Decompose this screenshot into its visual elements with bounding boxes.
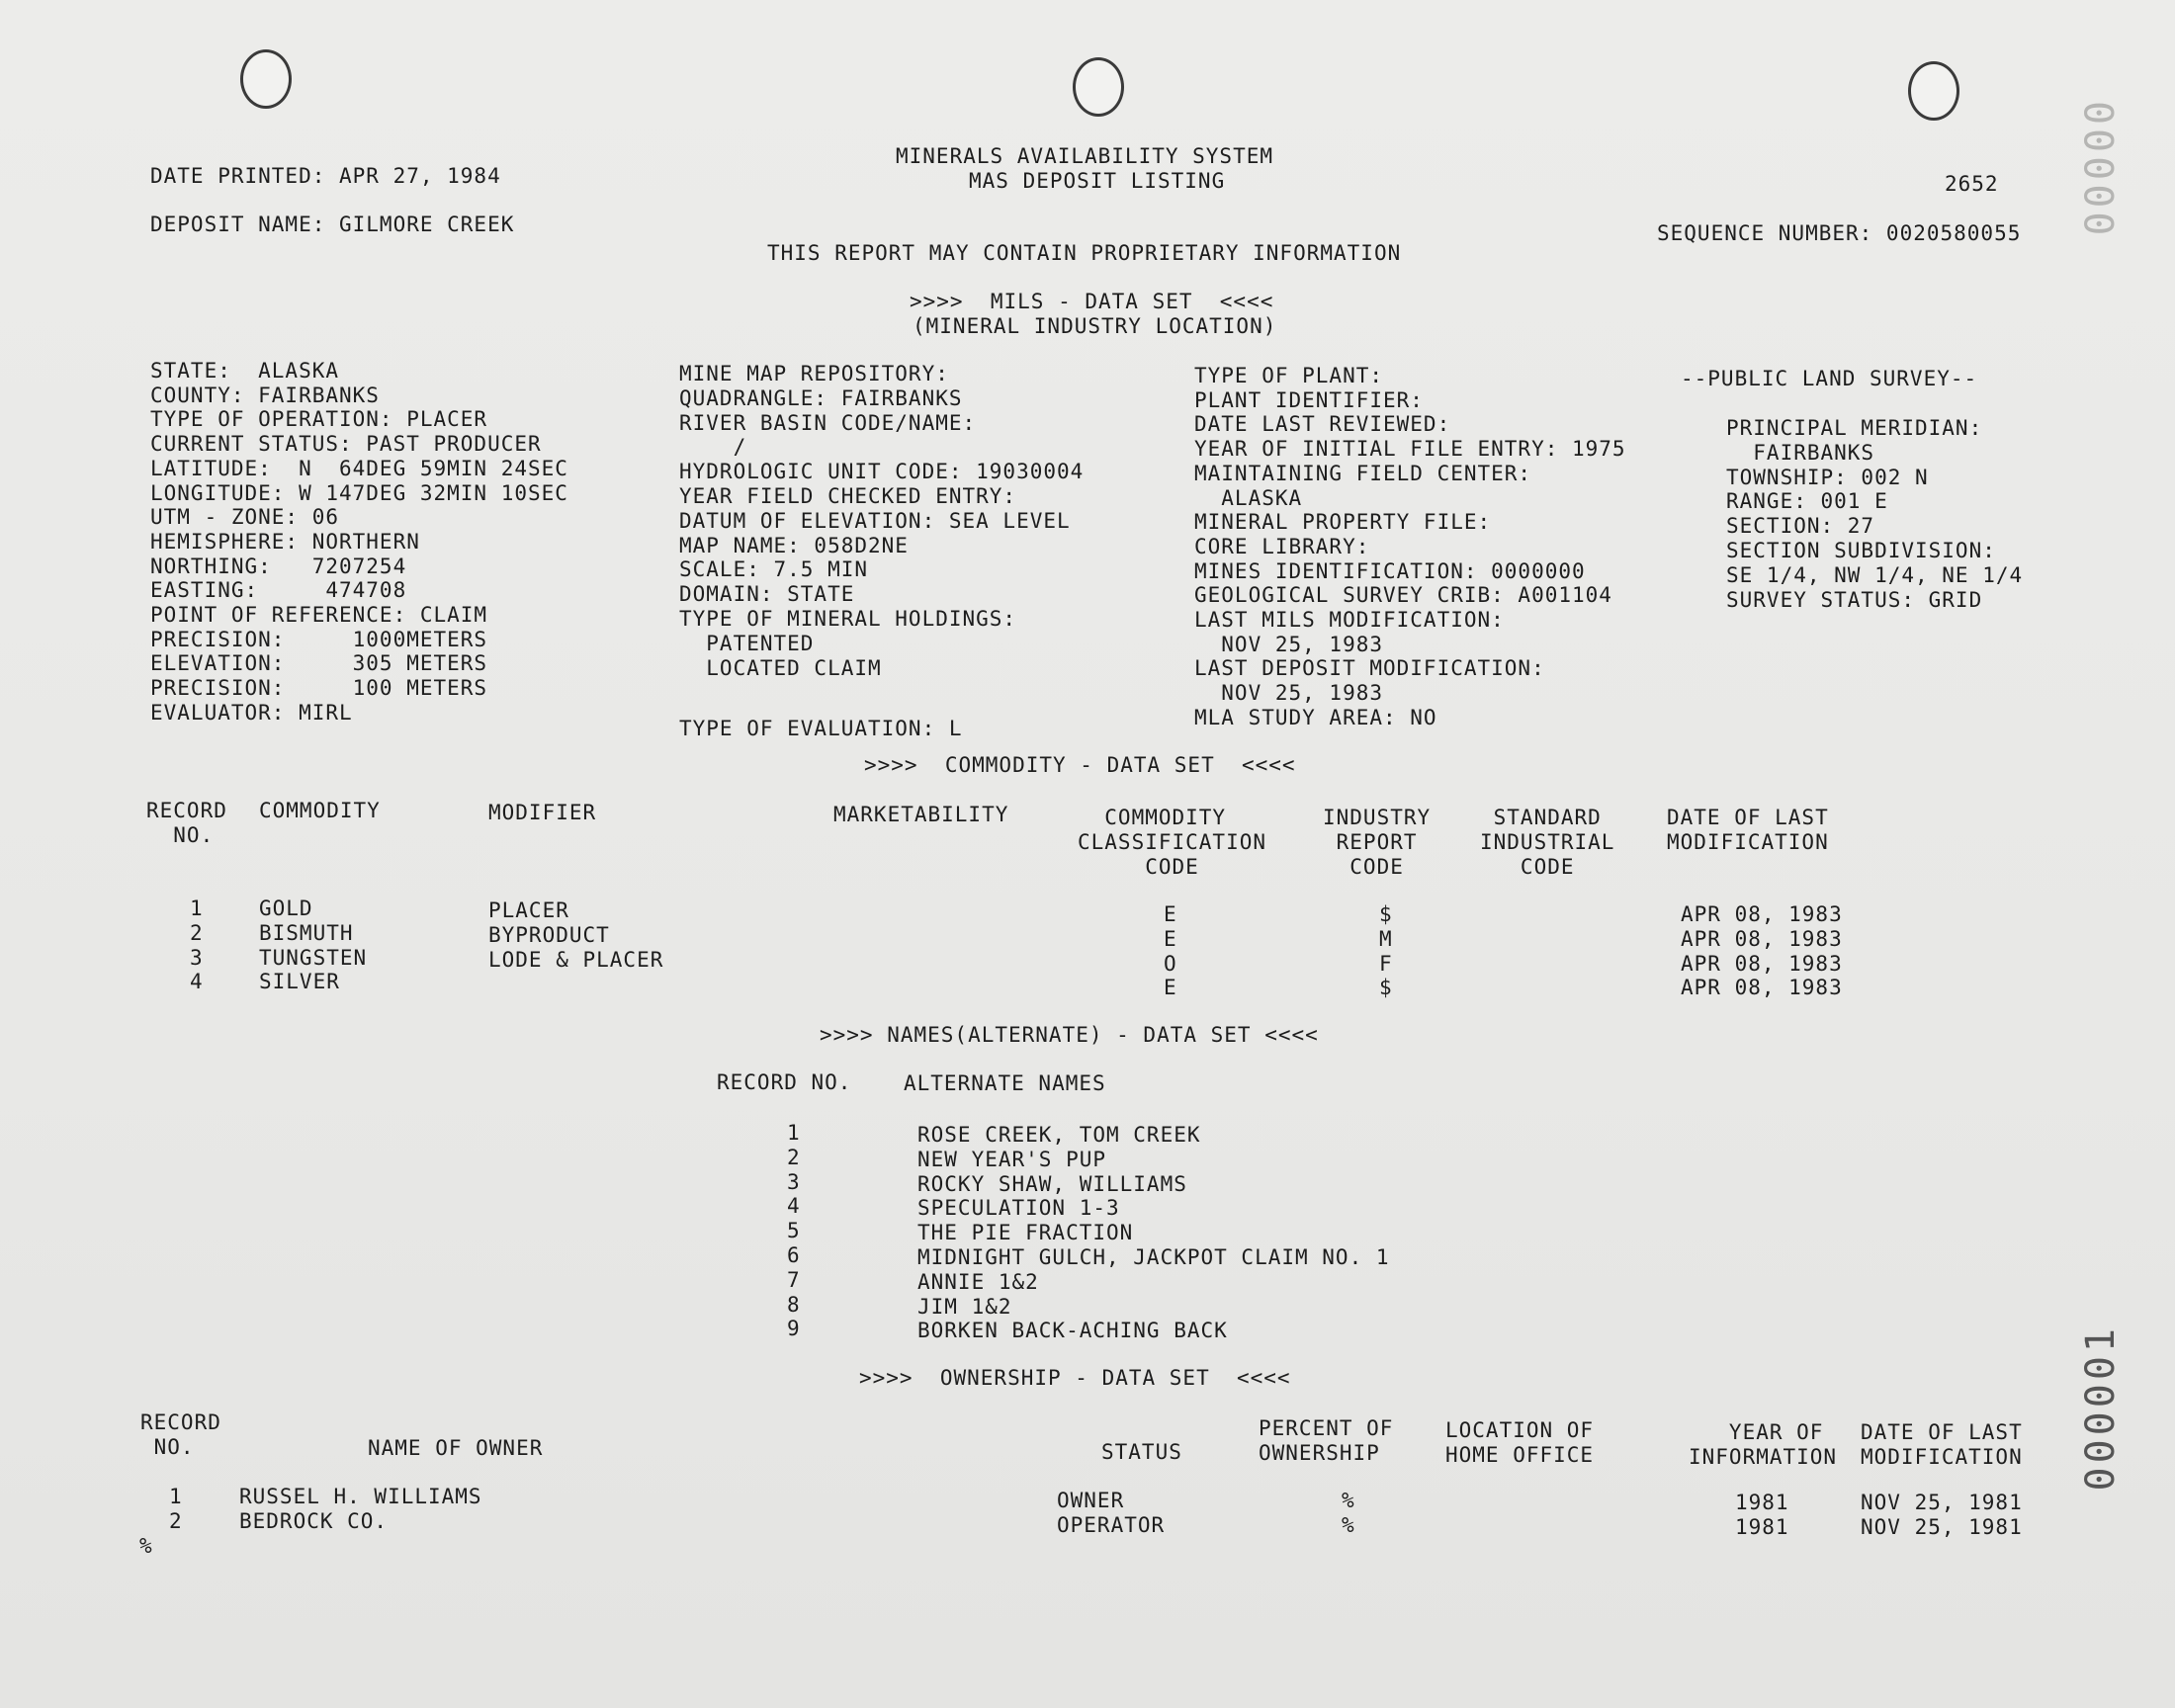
ownership-section-title: >>>> OWNERSHIP - DATA SET <<<< xyxy=(859,1366,1291,1390)
alternate-name-record-no: 5 xyxy=(787,1219,801,1243)
mils-field: ELEVATION: 305 METERS xyxy=(150,651,488,676)
commodity-date: APR 08, 1983 xyxy=(1681,976,1843,1000)
mils-field: DATUM OF ELEVATION: SEA LEVEL xyxy=(679,508,1071,533)
names-header-alternate: ALTERNATE NAMES xyxy=(904,1071,1106,1095)
punch-hole-left xyxy=(240,49,292,109)
mils-field: COUNTY: FAIRBANKS xyxy=(150,383,380,407)
mils-field: HYDROLOGIC UNIT CODE: 19030004 xyxy=(679,460,1085,484)
ownership-header-name: NAME OF OWNER xyxy=(368,1436,544,1460)
mils-section-subtitle: (MINERAL INDUSTRY LOCATION) xyxy=(913,314,1277,338)
mils-field: TYPE OF PLANT: xyxy=(1194,364,1384,387)
commodity-record-no: 1 xyxy=(190,897,204,920)
mils-field: ALASKA xyxy=(1194,485,1303,510)
commodity-record-no: 2 xyxy=(190,920,204,945)
owner-record-no: 1 xyxy=(169,1485,183,1508)
owner-percent: % xyxy=(1342,1512,1355,1537)
owner-percent: % xyxy=(1342,1489,1355,1512)
owner-name: RUSSEL H. WILLIAMS xyxy=(239,1485,482,1508)
commodity-header-industry: INDUSTRY REPORT CODE xyxy=(1323,806,1432,879)
commodity-modifier: LODE & PLACER xyxy=(488,947,664,972)
mils-field: TYPE OF EVALUATION: L xyxy=(679,717,963,741)
commodity-date: APR 08, 1983 xyxy=(1681,951,1843,976)
system-title: MINERALS AVAILABILITY SYSTEM xyxy=(896,144,1274,168)
mils-field: YEAR FIELD CHECKED ENTRY: xyxy=(679,484,1017,508)
land-survey-field: SE 1/4, NW 1/4, NE 1/4 xyxy=(1726,562,2024,587)
mils-field: NOV 25, 1983 xyxy=(1194,632,1384,656)
mils-field: EVALUATOR: MIRL xyxy=(150,700,353,725)
commodity-class-code: O xyxy=(1164,951,1177,976)
mils-field: HEMISPHERE: NORTHERN xyxy=(150,529,420,554)
mils-field: LAST DEPOSIT MODIFICATION: xyxy=(1194,656,1545,681)
mils-section-title: >>>> MILS - DATA SET <<<< xyxy=(910,290,1274,313)
ownership-header-record: RECORD NO. xyxy=(140,1410,221,1459)
commodity-header-record: RECORD NO. xyxy=(146,799,227,847)
commodity-industry-code: $ xyxy=(1379,976,1393,1000)
ownership-header-location: LOCATION OF HOME OFFICE xyxy=(1445,1418,1595,1467)
commodity-record-no: 4 xyxy=(190,970,204,994)
mils-field: LATITUDE: N 64DEG 59MIN 24SEC xyxy=(150,456,568,480)
mils-field: YEAR OF INITIAL FILE ENTRY: 1975 xyxy=(1194,437,1626,462)
mils-field: MINE MAP REPOSITORY: xyxy=(679,362,949,385)
commodity-header-modifier: MODIFIER xyxy=(488,801,597,824)
alternate-name: ROCKY SHAW, WILLIAMS xyxy=(917,1171,1187,1196)
sequence-number: SEQUENCE NUMBER: 0020580055 xyxy=(1657,221,2022,245)
alternate-name: SPECULATION 1-3 xyxy=(917,1196,1120,1221)
ownership-footer-mark: % xyxy=(139,1534,153,1558)
ownership-header-percent: PERCENT OF OWNERSHIP xyxy=(1259,1416,1394,1465)
alternate-name: ANNIE 1&2 xyxy=(917,1269,1039,1294)
mils-field: TYPE OF OPERATION: PLACER xyxy=(150,407,488,432)
proprietary-notice: THIS REPORT MAY CONTAIN PROPRIETARY INFORMATION xyxy=(767,241,1402,265)
mils-field: LONGITUDE: W 147DEG 32MIN 10SEC xyxy=(150,480,568,505)
commodity-industry-code: $ xyxy=(1379,902,1393,926)
mils-field: GEOLOGICAL SURVEY CRIB: A001104 xyxy=(1194,583,1612,608)
ownership-header-date: DATE OF LAST MODIFICATION xyxy=(1861,1420,2023,1469)
land-survey-field: SECTION: 27 xyxy=(1726,514,1875,539)
land-survey-field: SURVEY STATUS: GRID xyxy=(1726,587,1983,612)
owner-date: NOV 25, 1981 xyxy=(1861,1514,2023,1539)
commodity-name: BISMUTH xyxy=(259,920,354,945)
land-survey-field: SECTION SUBDIVISION: xyxy=(1726,539,1996,562)
alternate-name: ROSE CREEK, TOM CREEK xyxy=(917,1123,1201,1147)
date-printed: DATE PRINTED: APR 27, 1984 xyxy=(150,164,501,188)
mils-field: MINES IDENTIFICATION: 0000000 xyxy=(1194,558,1586,583)
ownership-header-year: YEAR OF INFORMATION xyxy=(1689,1420,1838,1469)
alternate-name: NEW YEAR'S PUP xyxy=(917,1147,1107,1171)
alternate-name: JIM 1&2 xyxy=(917,1294,1012,1319)
commodity-header-date: DATE OF LAST MODIFICATION xyxy=(1667,806,1829,854)
owner-name: BEDROCK CO. xyxy=(239,1508,389,1533)
commodity-name: GOLD xyxy=(259,897,313,920)
commodity-header-classification: COMMODITY CLASSIFICATION CODE xyxy=(1078,806,1267,879)
alternate-name-record-no: 3 xyxy=(787,1169,801,1194)
alternate-name-record-no: 9 xyxy=(787,1317,801,1341)
alternate-name-record-no: 8 xyxy=(787,1292,801,1317)
mils-field: POINT OF REFERENCE: CLAIM xyxy=(150,603,488,627)
commodity-class-code: E xyxy=(1164,926,1177,951)
mils-field: RIVER BASIN CODE/NAME: xyxy=(679,410,977,435)
mils-field: CURRENT STATUS: PAST PRODUCER xyxy=(150,432,542,457)
mils-field: / xyxy=(679,435,747,460)
mils-field: UTM - ZONE: 06 xyxy=(150,505,340,530)
mils-field: CORE LIBRARY: xyxy=(1194,534,1370,558)
commodity-modifier: BYPRODUCT xyxy=(488,922,610,947)
mils-field: SCALE: 7.5 MIN xyxy=(679,557,869,582)
commodity-class-code: E xyxy=(1164,902,1177,926)
alternate-name-record-no: 4 xyxy=(787,1194,801,1219)
alternate-name: BORKEN BACK-ACHING BACK xyxy=(917,1319,1228,1343)
margin-stamp-bottom: 000001 xyxy=(2078,1324,2124,1492)
mils-field: PLANT IDENTIFIER: xyxy=(1194,387,1424,412)
alternate-name: MIDNIGHT GULCH, JACKPOT CLAIM NO. 1 xyxy=(917,1245,1390,1269)
mils-field: EASTING: 474708 xyxy=(150,578,407,603)
commodity-header-commodity: COMMODITY xyxy=(259,799,381,822)
commodity-header-sic: STANDARD INDUSTRIAL CODE xyxy=(1480,806,1615,879)
page-number: 2652 xyxy=(1945,172,1999,196)
mils-field: DOMAIN: STATE xyxy=(679,582,855,607)
mils-field: LAST MILS MODIFICATION: xyxy=(1194,608,1505,632)
owner-status: OPERATOR xyxy=(1057,1512,1166,1537)
mils-field: MAP NAME: 058D2NE xyxy=(679,533,909,557)
mils-field: MAINTAINING FIELD CENTER: xyxy=(1194,461,1532,485)
punch-hole-center xyxy=(1073,57,1124,117)
owner-year: 1981 xyxy=(1735,1514,1789,1539)
commodity-name: TUNGSTEN xyxy=(259,945,368,970)
margin-stamp-top: 00000 xyxy=(2078,97,2124,236)
mils-field: STATE: ALASKA xyxy=(150,359,340,383)
mils-field: TYPE OF MINERAL HOLDINGS: xyxy=(679,607,1017,631)
mils-field: LOCATED CLAIM xyxy=(679,655,882,680)
mils-field: PATENTED xyxy=(679,631,815,655)
alternate-name-record-no: 1 xyxy=(787,1121,801,1145)
listing-title: MAS DEPOSIT LISTING xyxy=(969,169,1226,193)
owner-date: NOV 25, 1981 xyxy=(1861,1491,2023,1514)
commodity-name: SILVER xyxy=(259,970,340,994)
punch-hole-right xyxy=(1908,61,1959,121)
mils-field: QUADRANGLE: FAIRBANKS xyxy=(679,385,963,410)
deposit-name: DEPOSIT NAME: GILMORE CREEK xyxy=(150,213,515,236)
commodity-industry-code: M xyxy=(1379,926,1393,951)
owner-status: OWNER xyxy=(1057,1489,1125,1512)
commodity-record-no: 3 xyxy=(190,945,204,970)
alternate-name-record-no: 7 xyxy=(787,1267,801,1292)
mils-field: PRECISION: 1000METERS xyxy=(150,627,488,651)
alternate-name-record-no: 2 xyxy=(787,1145,801,1169)
alternate-name: THE PIE FRACTION xyxy=(917,1221,1134,1245)
commodity-header-marketability: MARKETABILITY xyxy=(833,803,1009,826)
commodity-date: APR 08, 1983 xyxy=(1681,926,1843,951)
mils-field: NORTHING: 7207254 xyxy=(150,554,407,578)
land-survey-field: FAIRBANKS xyxy=(1726,440,1875,465)
mils-field: MLA STUDY AREA: NO xyxy=(1194,705,1437,729)
mils-field: NOV 25, 1983 xyxy=(1194,681,1384,706)
owner-year: 1981 xyxy=(1735,1491,1789,1514)
alternate-name-record-no: 6 xyxy=(787,1243,801,1267)
mils-field: DATE LAST REVIEWED: xyxy=(1194,412,1451,437)
commodity-industry-code: F xyxy=(1379,951,1393,976)
commodity-modifier: PLACER xyxy=(488,898,569,922)
commodity-section-title: >>>> COMMODITY - DATA SET <<<< xyxy=(864,753,1296,777)
land-survey-field: TOWNSHIP: 002 N xyxy=(1726,465,1929,489)
land-survey-field: PRINCIPAL MERIDIAN: xyxy=(1726,416,1983,440)
mils-field: MINERAL PROPERTY FILE: xyxy=(1194,510,1492,535)
land-survey-field: RANGE: 001 E xyxy=(1726,489,1888,514)
ownership-header-status: STATUS xyxy=(1101,1440,1182,1464)
names-section-title: >>>> NAMES(ALTERNATE) - DATA SET <<<< xyxy=(820,1023,1319,1047)
mils-field: PRECISION: 100 METERS xyxy=(150,676,488,701)
commodity-date: APR 08, 1983 xyxy=(1681,902,1843,926)
commodity-class-code: E xyxy=(1164,976,1177,1000)
names-header-record: RECORD NO. xyxy=(717,1070,852,1094)
owner-record-no: 2 xyxy=(169,1508,183,1533)
public-land-survey-title: --PUBLIC LAND SURVEY-- xyxy=(1681,367,1978,390)
